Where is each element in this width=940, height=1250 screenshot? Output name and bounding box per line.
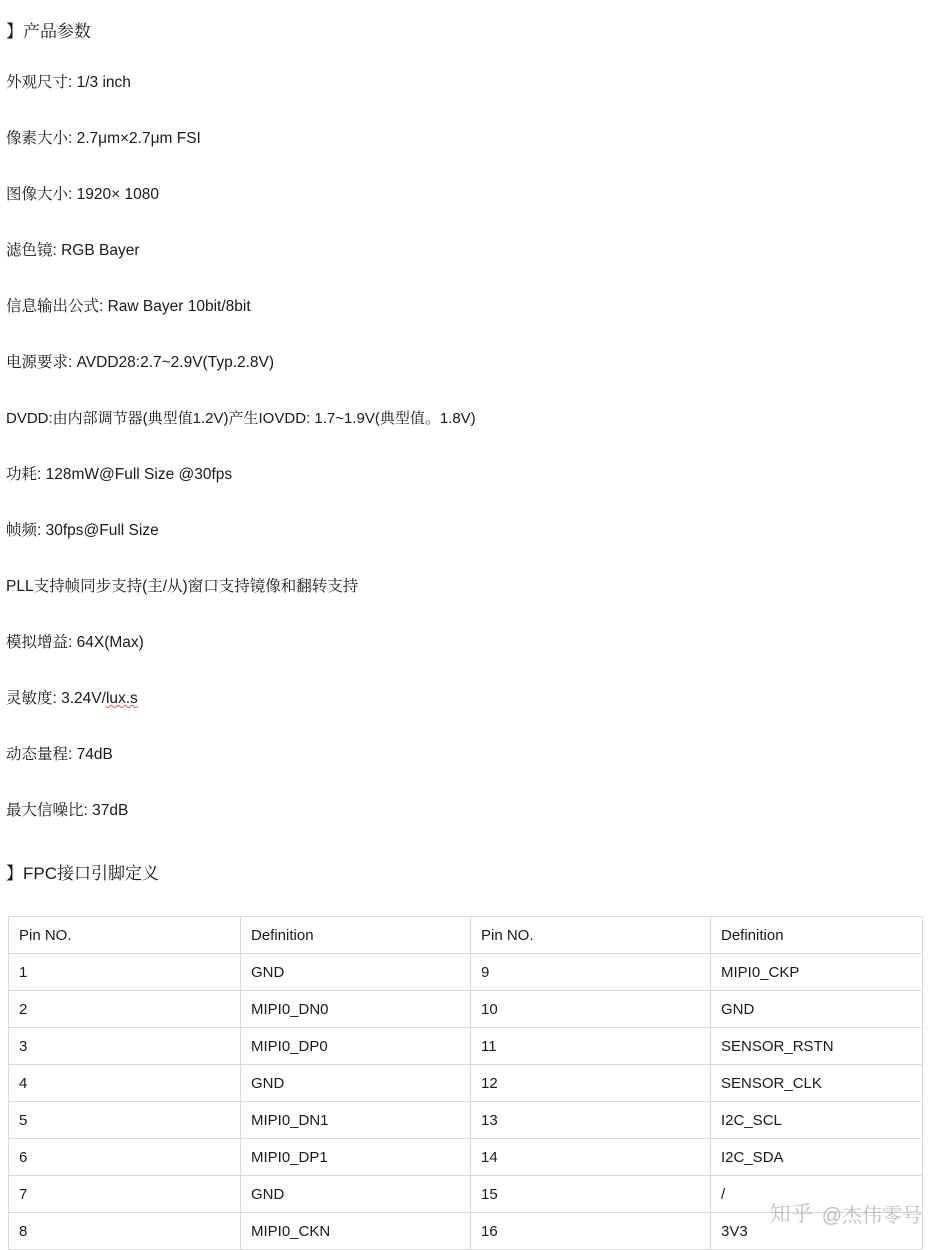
cell-definition-left: MIPI0_DN0 (241, 991, 471, 1028)
spec-item: 外观尺寸: 1/3 inch (6, 74, 131, 91)
cell-definition-right: MIPI0_CKP (711, 954, 923, 991)
cell-definition-right: GND (711, 991, 923, 1028)
cell-pin-no-left: 4 (9, 1065, 241, 1102)
cell-pin-no-right: 15 (471, 1176, 711, 1213)
spec-item: DVDD:由内部调节器(典型值1.2V)产生IOVDD: 1.7~1.9V(典型值。1.8V) (6, 410, 476, 427)
spec-item: 功耗: 128mW@Full Size @30fps (6, 466, 233, 483)
spec-item: 模拟增益: 64X(Max) (6, 634, 144, 651)
cell-definition-left: GND (241, 1176, 471, 1213)
column-header-pin-no-right: Pin NO. (471, 917, 711, 954)
cell-definition-left: MIPI0_DP1 (241, 1139, 471, 1176)
sensitivity-unit: lux.s (105, 690, 138, 707)
cell-definition-left: MIPI0_CKN (241, 1213, 471, 1250)
spec-item: PLL支持帧同步支持(主/从)窗口支持镜像和翻转支持 (6, 578, 359, 595)
column-header-pin-no-left: Pin NO. (9, 917, 241, 954)
cell-definition-left: MIPI0_DN1 (241, 1102, 471, 1139)
table-row (9, 1176, 923, 1213)
table-row (9, 1139, 923, 1176)
spec-item: 最大信噪比: 37dB (6, 802, 129, 819)
sensitivity-label: 灵敏度: (6, 690, 62, 707)
cell-definition-right: / (711, 1176, 923, 1213)
cell-definition-left: GND (241, 954, 471, 991)
cell-pin-no-right: 12 (471, 1065, 711, 1102)
zhihu-logo-icon: 知乎 (769, 1202, 814, 1226)
spec-item: 帧频: 30fps@Full Size (6, 522, 159, 539)
table-row (9, 1065, 923, 1102)
table-row (9, 1102, 923, 1139)
spec-item-sensitivity (6, 688, 906, 744)
table-row (9, 991, 923, 1028)
cell-pin-no-right: 10 (471, 991, 711, 1028)
cell-pin-no-left: 6 (9, 1139, 241, 1176)
table-header-row (9, 917, 923, 954)
cell-definition-right: I2C_SCL (711, 1102, 923, 1139)
spec-item: 像素大小: 2.7μm×2.7μm FSI (6, 130, 201, 147)
table-row (9, 1028, 923, 1065)
cell-pin-no-left: 2 (9, 991, 241, 1028)
cell-pin-no-left: 7 (9, 1176, 241, 1213)
cell-definition-right: SENSOR_CLK (711, 1065, 923, 1102)
cell-pin-no-right: 16 (471, 1213, 711, 1250)
specs-list (6, 72, 906, 856)
spec-item: 电源要求: AVDD28:2.7~2.9V(Typ.2.8V) (6, 354, 275, 371)
cell-pin-no-left: 1 (9, 954, 241, 991)
cell-pin-no-left: 8 (9, 1213, 241, 1250)
spec-item: 信息输出公式: Raw Bayer 10bit/8bit (6, 298, 251, 315)
pinout-heading: 】FPC接口引脚定义 (6, 864, 159, 883)
cell-pin-no-right: 9 (471, 954, 711, 991)
table-row (9, 954, 923, 991)
cell-pin-no-right: 13 (471, 1102, 711, 1139)
column-header-definition-left: Definition (241, 917, 471, 954)
watermark-username: @杰伟零号 (821, 1204, 922, 1227)
cell-definition-left: GND (241, 1065, 471, 1102)
spec-item: 图像大小: 1920× 1080 (6, 186, 159, 203)
table-row (9, 1213, 923, 1250)
cell-definition-right: SENSOR_RSTN (711, 1028, 923, 1065)
spec-item: 动态量程: 74dB (6, 746, 113, 763)
cell-definition-right: 3V3 (711, 1213, 923, 1250)
sensitivity-value: 3.24V/ (61, 690, 106, 707)
pin-definition-table (8, 916, 923, 1250)
cell-pin-no-left: 3 (9, 1028, 241, 1065)
spec-item: 滤色镜: RGB Bayer (6, 242, 140, 259)
specs-heading: 】产品参数 (6, 22, 91, 41)
column-header-definition-right: Definition (711, 917, 923, 954)
cell-pin-no-right: 11 (471, 1028, 711, 1065)
cell-definition-left: MIPI0_DP0 (241, 1028, 471, 1065)
cell-pin-no-right: 14 (471, 1139, 711, 1176)
cell-definition-right: I2C_SDA (711, 1139, 923, 1176)
cell-pin-no-left: 5 (9, 1102, 241, 1139)
